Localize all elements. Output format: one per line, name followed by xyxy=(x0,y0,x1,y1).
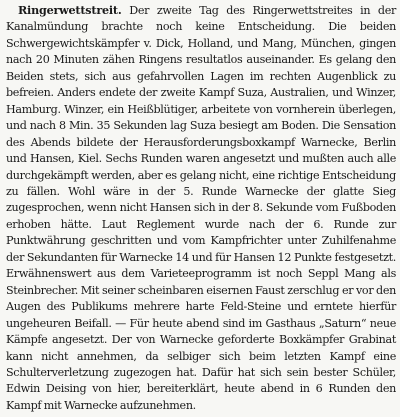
article-paragraph xyxy=(6,3,396,414)
article-headline: Ringerwettstreit. xyxy=(18,4,122,17)
article-body: Der zweite Tag des Ringerwettstreites in der Kanalmündung brachte noch keine Entscheidung. Die beiden Schwergewichtskämpfer v. Dick, Holland, und Mang, München, gingen nach 20 Minuten zähen Ringens resultatlos auseinander. Es gelang den Beiden stets, sich aus gefahrvollen Lagen im rechten Augenblick zu befreien. Anders endete der zweite Kampf Suza, Australien, und Winzer, Hamburg. Winzer, ein Heißblütiger, arbeitete von vornherein überlegen, und nach 8 Min. 35 Sekunden lag Suza besiegt am Boden. Die Sensation des Abends bildete der Herausforderungsboxkampf Warnecke, Berlin und Hansen, Kiel. Sechs Runden waren angesetzt und mußten auch alle durchgekämpft werden, aber es gelang nicht, eine richtige Entscheidung zu fällen. Wohl wäre in der 5. Runde Warnecke der glatte Sieg zugesprochen, wenn nicht Hansen sich in der 8. Sekunde vom Fußboden erhoben hätte. Laut Reglement wurde nach der 6. Runde zur Punktwährung geschritten und vom Kampfrichter unter Zuhilfenahme der Sekundanten für Warnecke 14 und für Hansen 12 Punkte festgesetzt. Erwähnenswert aus dem Varieteeprogramm ist noch Seppl Mang als Steinbrecher. Mit seiner scheinbaren eisernen Faust zerschlug er vor den Augen des Publikums mehrere harte Feld-Steine und erntete hierfür ungeheuren Beifall. — Für heute abend sind im Gasthaus „Saturn“ neue Kämpfe angesetzt. Der von Warnecke geforderte Boxkämpfer Grabinat kann nicht annehmen, da selbiger sich beim letzten Kampf eine Schulterverletzung zugezogen hat. Dafür hat sich sein bester Schüler, Edwin Deising von hier, bereiterklärt, heute abend in 6 Runden den Kampf mit Warnecke aufzunehmen. xyxy=(6,4,396,412)
